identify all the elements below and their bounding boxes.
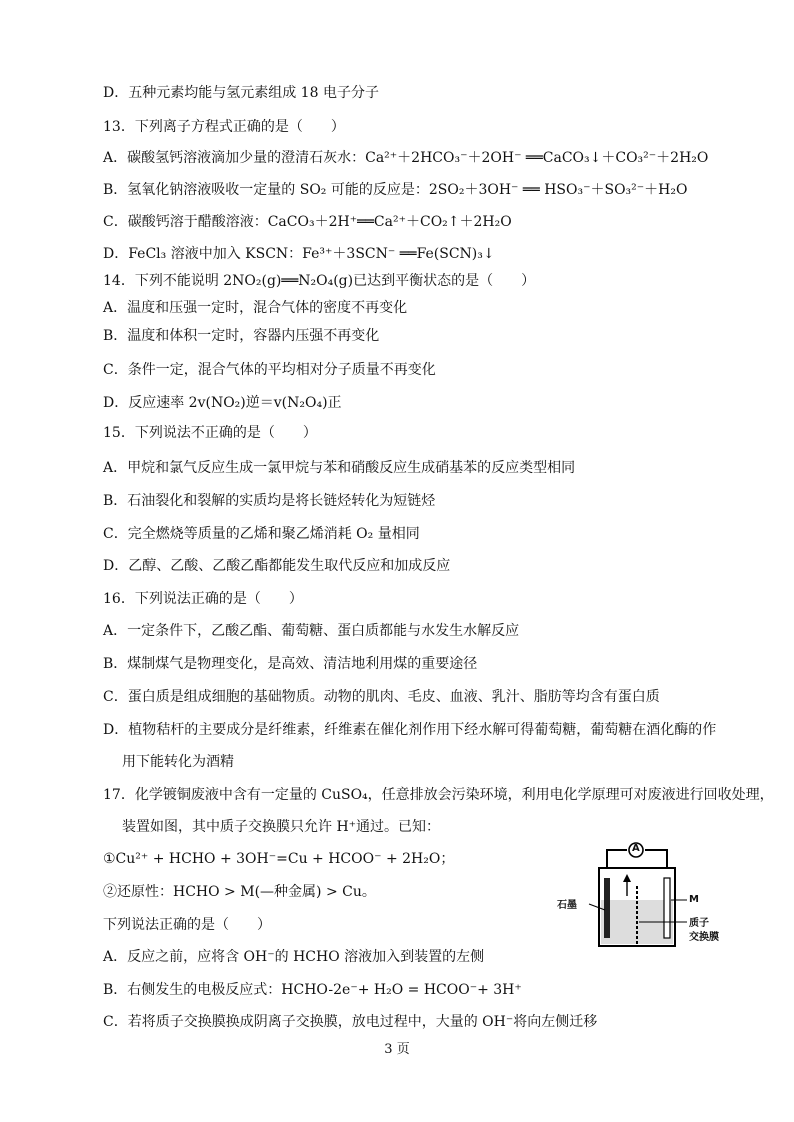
- q13-option-a: A．碳酸氢钙溶液滴加少量的澄清石灰水：Ca²⁺＋2HCO₃⁻＋2OH⁻ ══CaCO₃↓＋CO₃²⁻＋2H₂O: [103, 150, 709, 166]
- meter-label: A: [632, 843, 640, 854]
- q14-option-b: B．温度和体积一定时，容器内压强不再变化: [103, 328, 380, 344]
- q16-option-d: D．植物秸杆的主要成分是纤维素，纤维素在催化剂作用下经水解可得葡萄糖，葡萄糖在酒化酶的作: [103, 722, 717, 738]
- question-15: 15．下列说法不正确的是（ ）: [103, 425, 317, 441]
- q17-option-c: C．若将质子交换膜换成阴离子交换膜，放电过程中，大量的 OH⁻将向左侧迁移: [103, 1014, 598, 1030]
- page-number: 3 页: [384, 1042, 410, 1057]
- metal-label: M: [689, 894, 699, 905]
- q16-option-d-cont: 用下能转化为酒精: [122, 754, 234, 770]
- membrane-label-line1: 质子: [689, 918, 709, 929]
- question-14: 14．下列不能说明 2NO₂(g)══N₂O₄(g)已达到平衡状态的是（ ）: [103, 273, 536, 289]
- q14-option-a: A．温度和压强一定时，混合气体的密度不再变化: [103, 300, 408, 316]
- q15-option-c: C．完全燃烧等质量的乙烯和聚乙烯消耗 O₂ 量相同: [103, 526, 420, 542]
- membrane-label-line2: 交换膜: [689, 932, 719, 943]
- q17-prompt: 下列说法正确的是（ ）: [103, 917, 271, 933]
- question-17: 17．化学镀铜废液中含有一定量的 CuSO₄，任意排放会污染环境，利用电化学原理可对废液进行回收处理，: [103, 787, 774, 803]
- question-13: 13．下列离子方程式正确的是（ ）: [103, 119, 345, 135]
- q15-option-b: B．石油裂化和裂解的实质均是将长链烃转化为短链烃: [103, 493, 436, 509]
- graphite-electrode: [604, 878, 610, 938]
- q16-option-b: B．煤制煤气是物理变化，是高效、清洁地利用煤的重要途径: [103, 656, 478, 672]
- line-d-option-q12: D．五种元素均能与氢元素组成 18 电子分子: [103, 85, 379, 101]
- q17-known-2: ②还原性：HCHO > M(—种金属) > Cu。: [103, 884, 376, 900]
- q15-option-d: D．乙醇、乙酸、乙酸乙酯都能发生取代反应和加成反应: [103, 558, 451, 574]
- q15-option-a: A．甲烷和氯气反应生成一氯甲烷与苯和硝酸反应生成硝基苯的反应类型相同: [103, 460, 576, 476]
- q13-option-b: B．氢氧化钠溶液吸收一定量的 SO₂ 可能的反应是：2SO₂＋3OH⁻ ══ HSO₃⁻＋SO₃²⁻＋H₂O: [103, 182, 688, 198]
- question-17-cont: 装置如图，其中质子交换膜只允许 H⁺通过。已知：: [122, 819, 441, 835]
- q16-option-a: A．一定条件下，乙酸乙酯、葡萄糖、蛋白质都能与水发生水解反应: [103, 623, 520, 639]
- question-16: 16．下列说法正确的是（ ）: [103, 591, 303, 607]
- q14-option-d: D．反应速率 2v(NO₂)逆＝v(N₂O₄)正: [103, 395, 342, 411]
- q17-known-1: ①Cu²⁺ + HCHO + 3OH⁻=Cu + HCOO⁻ + 2H₂O；: [103, 851, 455, 867]
- metal-electrode: [664, 878, 670, 938]
- q16-option-c: C．蛋白质是组成细胞的基础物质。动物的肌肉、毛皮、血液、乳汁、脂肪等均含有蛋白质: [103, 689, 660, 705]
- q14-option-c: C．条件一定，混合气体的平均相对分子质量不再变化: [103, 362, 436, 378]
- q13-option-d: D．FeCl₃ 溶液中加入 KSCN：Fe³⁺＋3SCN⁻ ══Fe(SCN)₃↓: [103, 246, 495, 262]
- q17-option-b: B．右侧发生的电极反应式：HCHO-2e⁻+ H₂O = HCOO⁻+ 3H⁺: [103, 982, 522, 998]
- q17-option-a: A．反应之前，应将含 OH⁻的 HCHO 溶液加入到装置的左侧: [103, 949, 485, 965]
- electrolysis-apparatus-figure: [555, 838, 740, 950]
- graphite-label: 石墨: [557, 900, 577, 911]
- q13-option-c: C．碳酸钙溶于醋酸溶液：CaCO₃＋2H⁺══Ca²⁺＋CO₂↑＋2H₂O: [103, 214, 512, 230]
